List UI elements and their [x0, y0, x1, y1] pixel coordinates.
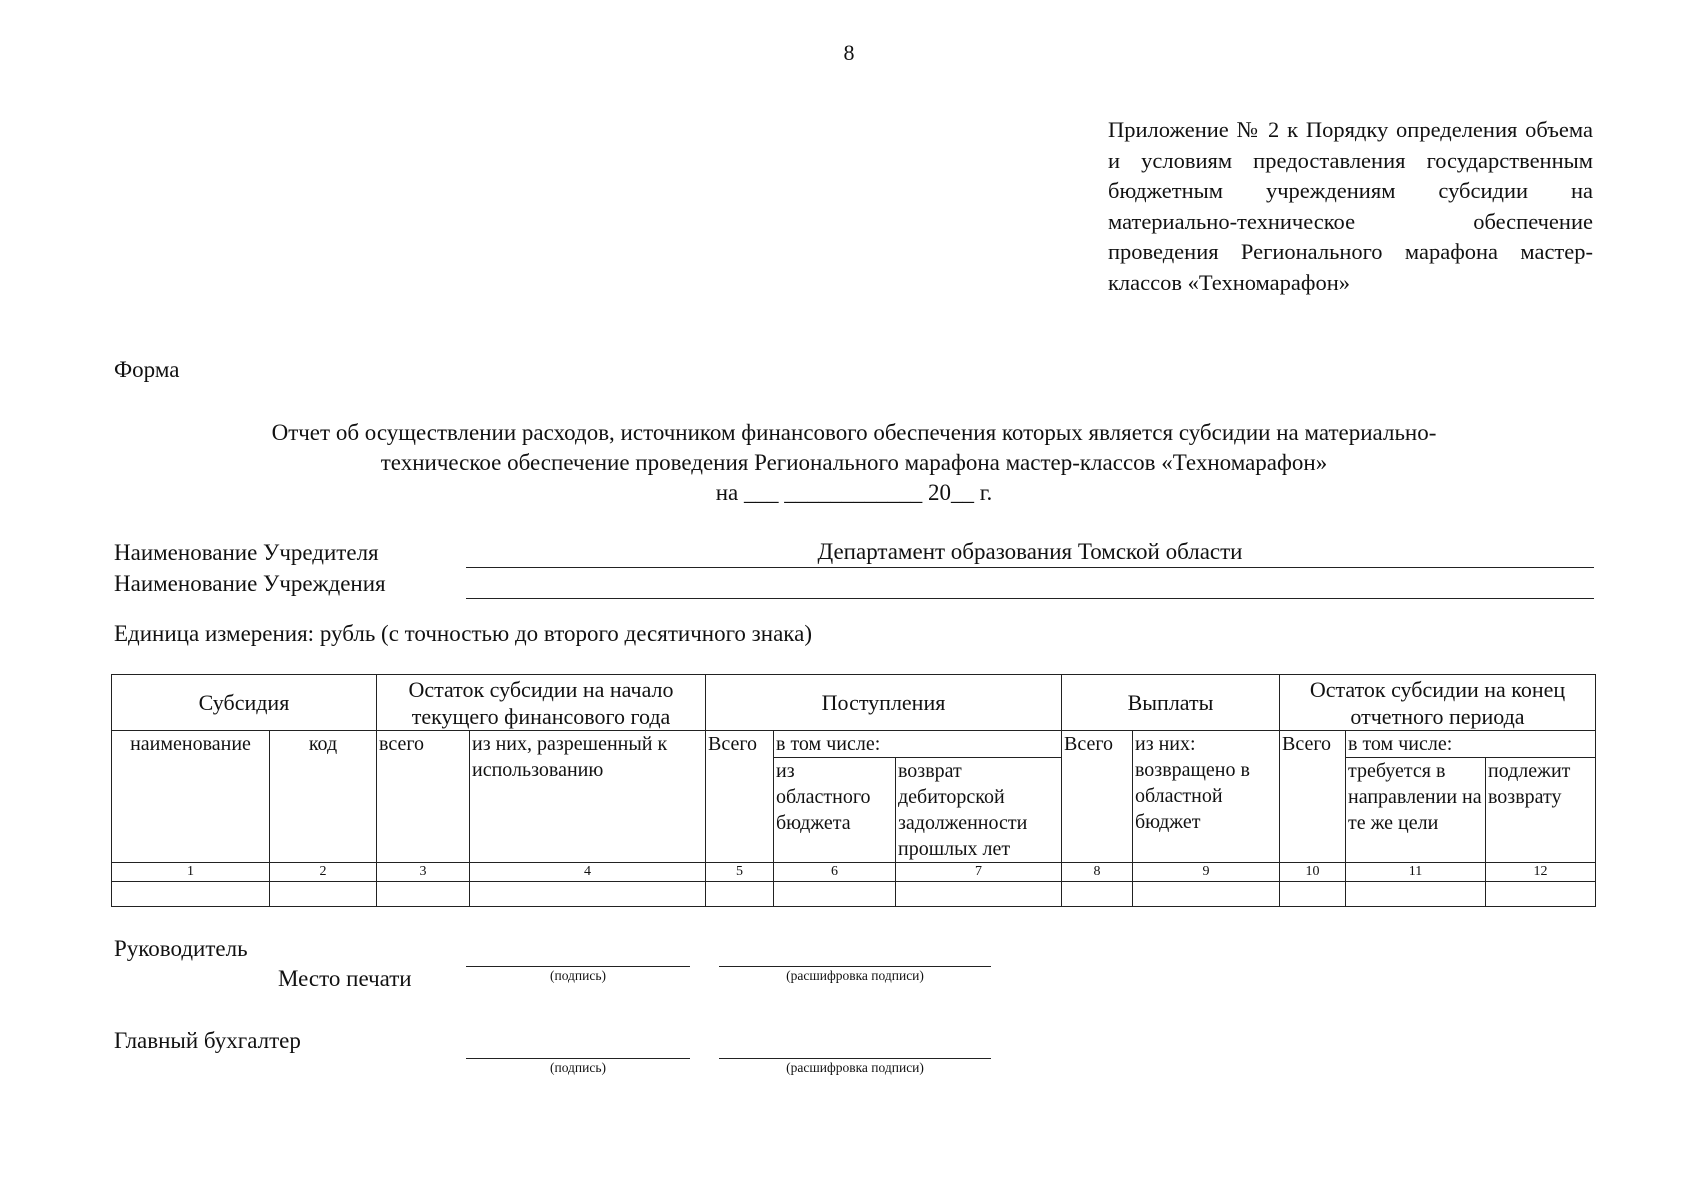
- report-title-line-2: техническое обеспечение проведения Регионального марафона мастер-классов «Техномарафон»: [380, 450, 1328, 475]
- stamp-label: Место печати: [278, 966, 412, 991]
- subheader-debt-return: возврат дебиторской задолженности прошлых лет: [896, 758, 1062, 863]
- accountant-signature-line[interactable]: [466, 1036, 690, 1059]
- institution-field[interactable]: [466, 568, 1594, 599]
- subheader-payments-of-which-label: из них:: [1135, 733, 1196, 755]
- column-number: 10: [1280, 863, 1346, 882]
- header-receipts: Поступления: [706, 675, 1062, 731]
- accountant-decoding-line[interactable]: [719, 1036, 991, 1059]
- column-number: 4: [470, 863, 706, 882]
- head-label: Руководитель: [114, 936, 248, 961]
- form-label: Форма: [114, 357, 180, 382]
- head-signature-line[interactable]: [466, 944, 690, 967]
- data-cell[interactable]: [1346, 882, 1486, 907]
- data-row: [112, 882, 1596, 907]
- data-cell[interactable]: [1062, 882, 1133, 907]
- subheader-receipts-total: Всего: [706, 731, 774, 863]
- head-signature-caption: (подпись): [549, 968, 607, 983]
- subheader-returned: возвращено в областной бюджет: [1135, 759, 1250, 833]
- subheader-same-purpose: требуется в направлении на те же цели: [1346, 758, 1486, 863]
- column-number: 5: [706, 863, 774, 882]
- data-cell[interactable]: [377, 882, 470, 907]
- subheader-end-total: Всего: [1280, 731, 1346, 863]
- data-cell[interactable]: [1486, 882, 1596, 907]
- data-cell[interactable]: [774, 882, 896, 907]
- founder-field[interactable]: Департамент образования Томской области: [466, 537, 1594, 568]
- subheader-payments-total: Всего: [1062, 731, 1133, 863]
- data-cell[interactable]: [470, 882, 706, 907]
- header-subsidy: Субсидия: [112, 675, 377, 731]
- subheader-end-including: в том числе:: [1346, 731, 1596, 758]
- report-title-date-line: на ___ ____________ 20__ г.: [715, 480, 993, 505]
- header-balance-end: Остаток субсидии на конец отчетного периода: [1280, 675, 1596, 731]
- data-cell[interactable]: [896, 882, 1062, 907]
- data-cell[interactable]: [706, 882, 774, 907]
- subheader-payments-of-which: [1133, 731, 1280, 863]
- accountant-decoding-caption: (расшифровка подписи): [786, 1060, 924, 1075]
- column-number: 8: [1062, 863, 1133, 882]
- subheader-total: всего: [377, 731, 470, 863]
- accountant-signature-caption: (подпись): [549, 1060, 607, 1075]
- column-number: 12: [1486, 863, 1596, 882]
- subheader-name: наименование: [112, 731, 270, 863]
- subheader-to-return: подлежит возврату: [1486, 758, 1596, 863]
- subheader-from-regional-budget: из областного бюджета: [774, 758, 896, 863]
- subheader-receipts-including: в том числе:: [774, 731, 1062, 758]
- data-cell[interactable]: [1280, 882, 1346, 907]
- head-decoding-line[interactable]: [719, 944, 991, 967]
- report-title: [114, 418, 1594, 508]
- column-number: 7: [896, 863, 1062, 882]
- founder-label: Наименование Учредителя: [114, 540, 379, 565]
- accountant-label: Главный бухгалтер: [114, 1028, 301, 1053]
- column-number: 1: [112, 863, 270, 882]
- data-cell[interactable]: [1133, 882, 1280, 907]
- column-number: 9: [1133, 863, 1280, 882]
- page-number: 8: [843, 40, 855, 65]
- data-cell[interactable]: [112, 882, 270, 907]
- column-numbers-row: [112, 863, 1596, 882]
- data-cell[interactable]: [270, 882, 377, 907]
- column-number: 11: [1346, 863, 1486, 882]
- institution-label: Наименование Учреждения: [114, 571, 386, 596]
- column-number: 3: [377, 863, 470, 882]
- unit-of-measure: Единица измерения: рубль (с точностью до второго десятичного знака): [114, 621, 812, 646]
- subheader-code: код: [270, 731, 377, 863]
- subheader-permitted: из них, разрешенный к использованию: [470, 731, 706, 863]
- report-title-line-1: Отчет об осуществлении расходов, источником финансового обеспечения которых является субсидии на материально-: [271, 420, 1437, 445]
- header-payments: Выплаты: [1062, 675, 1280, 731]
- report-table: [111, 674, 1596, 907]
- head-decoding-caption: (расшифровка подписи): [786, 968, 924, 983]
- column-number: 6: [774, 863, 896, 882]
- header-balance-start: Остаток субсидии на начало текущего финансового года: [377, 675, 706, 731]
- column-number: 2: [270, 863, 377, 882]
- appendix-note: Приложение № 2 к Порядку определения объема и условиям предоставления государственным бюджетным учреждениям субсидии на материально-техническое обеспечение проведения Регионального марафона мастер-классов «Техномарафон»: [1108, 117, 1593, 295]
